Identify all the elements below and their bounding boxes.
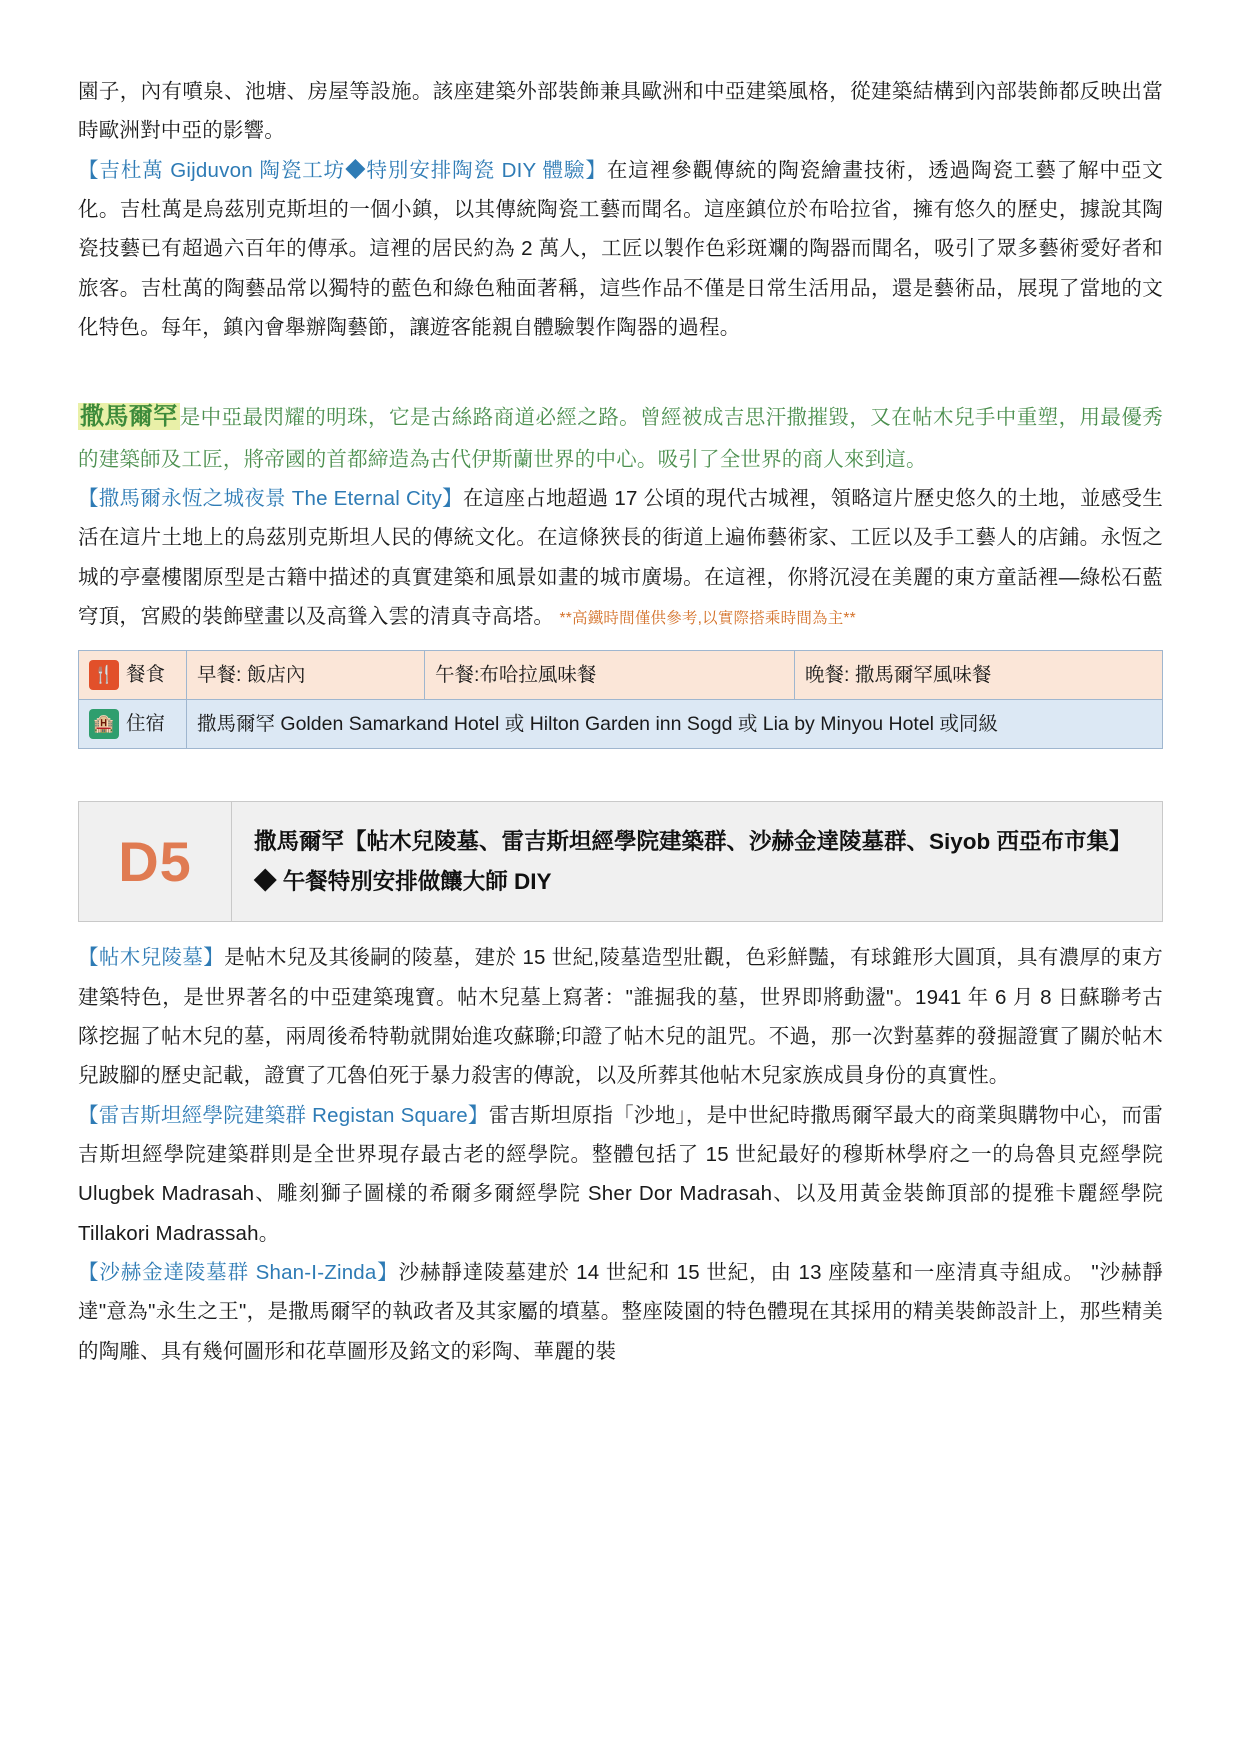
- highlight-samarkand: 撒馬爾罕: [80, 402, 178, 430]
- table-row-stay: [79, 700, 1163, 749]
- lunch-cell: 午餐:布哈拉風味餐: [425, 651, 795, 700]
- text-run: 雷吉斯坦原指「沙地」，是中世紀時撒馬爾罕最大的商業與購物中心，而雷吉斯坦經學院建築群則是全世界現存最古老的經學院。整體包括了 15 世紀最好的穆斯林學府之一的烏魯貝克經學院 Ulugbek Madrasah、雕刻獅子圖樣的希爾多爾經學院 Sher Dor Madrasah、以及用黃金裝飾頂部的提雅卡麗經學院 Tillakori Madrassah。: [78, 1103, 1163, 1245]
- note-train-time: **高鐵時間僅供參考,以實際搭乘時間為主**: [543, 610, 856, 628]
- paragraph-eternal-city: [78, 479, 1163, 636]
- paragraph-samarkand-intro: [78, 394, 1163, 479]
- text-run: 是中亞最閃耀的明珠，它是古絲路商道必經之路。曾經被成吉思汗撒摧毀，又在帖木兒手中重塑，用最優秀的建築師及工匠，將帝國的首都締造為古代伊斯蘭世界的中心。吸引了全世界的商人來到這。: [78, 405, 1163, 471]
- heading-run-eternal-city: 【撒馬爾永恆之城夜景 The Eternal City】: [78, 486, 463, 510]
- table-row-meals: [79, 651, 1163, 700]
- meal-label: 餐食: [126, 663, 166, 686]
- paragraph-gijduvon: [78, 151, 1163, 348]
- text-run: 在這座占地超過 17 公頃的現代古城裡，領略這片歷史悠久的土地，並感受生活在這片土地上的烏茲別克斯坦人民的傳統文化。在這條狹長的街道上遍佈藝術家、工匠以及手工藝人的店鋪。永恆之城的亭臺樓閣原型是古籍中描述的真實建築和風景如畫的城市廣場。在這裡，你將沉浸在美麗的東方童話裡—綠松石藍穹頂，宮殿的裝飾壁畫以及高聳入雲的清真寺高塔。: [78, 486, 1163, 629]
- stay-label-cell: [79, 700, 187, 749]
- paragraph-spacer: [78, 348, 1163, 394]
- heading-run-gijduvon: 【吉杜萬 Gijduvon 陶瓷工坊◆特別安排陶瓷 DIY 體驗】: [78, 158, 607, 182]
- breakfast-cell: 早餐: 飯店內: [187, 651, 425, 700]
- text-run: 是帖木兒及其後嗣的陵墓，建於 15 世紀,陵墓造型壯觀，色彩鮮豔，有球錐形大圓頂，具有濃厚的東方建築特色，是世界著名的中亞建築瑰寶。帖木兒墓上寫著："誰掘我的墓，世界即將動盪"。1941 年 6 月 8 日蘇聯考古隊挖掘了帖木兒的墓，兩周後希特勒就開始進攻蘇聯;印證了帖木兒的詛咒。不過，那一次對墓葬的發掘證實了關於帖木兒跛腳的歷史記載，證實了兀魯伯死于暴力殺害的傳說，以及所葬其他帖木兒家族成員身份的真實性。: [78, 946, 1163, 1088]
- heading-run-registan: 【雷吉斯坦經學院建築群 Registan Square】: [78, 1103, 489, 1127]
- heading-run-timur: 【帖木兒陵墓】: [78, 946, 225, 970]
- day-title: 撒馬爾罕【帖木兒陵墓、雷吉斯坦經學院建築群、沙赫金達陵墓群、Siyob 西亞布市集】 ◆ 午餐特別安排做饟大師 DIY: [254, 829, 1132, 894]
- meal-label-cell: [79, 651, 187, 700]
- day-tag: D5: [79, 802, 232, 921]
- text-run: 沙赫靜達陵墓建於 14 世紀和 15 世紀，由 13 座陵墓和一座清真寺組成。 "沙赫靜達"意為"永生之王"，是撒馬爾罕的執政者及其家屬的墳墓。整座陵園的特色體現在其採用的精美裝飾設計上，那些精美的陶雕、具有幾何圖形和花草圖形及銘文的彩陶、華麗的裝: [78, 1261, 1163, 1363]
- paragraph-shanizinda: [78, 1253, 1163, 1371]
- stay-label: 住宿: [126, 712, 166, 735]
- dinner-cell: 晚餐: 撒馬爾罕風味餐: [795, 651, 1163, 700]
- hotel-bed-icon: 🏨: [89, 709, 119, 739]
- stay-value-cell: 撒馬爾罕 Golden Samarkand Hotel 或 Hilton Garden inn Sogd 或 Lia by Minyou Hotel 或同級: [187, 700, 1163, 749]
- paragraph-registan: [78, 1096, 1163, 1253]
- paragraph-garden: [78, 72, 1163, 151]
- heading-run-shanizinda: 【沙赫金達陵墓群 Shan-I-Zinda】: [78, 1261, 399, 1285]
- paragraph-timur: [78, 938, 1163, 1095]
- fork-knife-icon: 🍴: [89, 660, 119, 690]
- day-header-block: [78, 801, 1163, 922]
- text-run: 在這裡參觀傳統的陶瓷繪畫技術，透過陶瓷工藝了解中亞文化。吉杜萬是烏茲別克斯坦的一個小鎮，以其傳統陶瓷工藝而聞名。這座鎮位於布哈拉省，擁有悠久的歷史，據說其陶瓷技藝已有超過六百年的傳承。這裡的居民約為 2 萬人，工匠以製作色彩斑斕的陶器而聞名，吸引了眾多藝術愛好者和旅客。吉杜萬的陶藝品常以獨特的藍色和綠色釉面著稱，這些作品不僅是日常生活用品，還是藝術品，展現了當地的文化特色。每年，鎮內會舉辦陶藝節，讓遊客能親自體驗製作陶器的過程。: [78, 158, 1164, 340]
- text-run: 園子，內有噴泉、池塘、房屋等設施。該座建築外部裝飾兼具歐洲和中亞建築風格，從建築結構到內部裝飾都反映出當時歐洲對中亞的影響。: [78, 80, 1163, 143]
- meal-and-stay-table: [78, 650, 1163, 749]
